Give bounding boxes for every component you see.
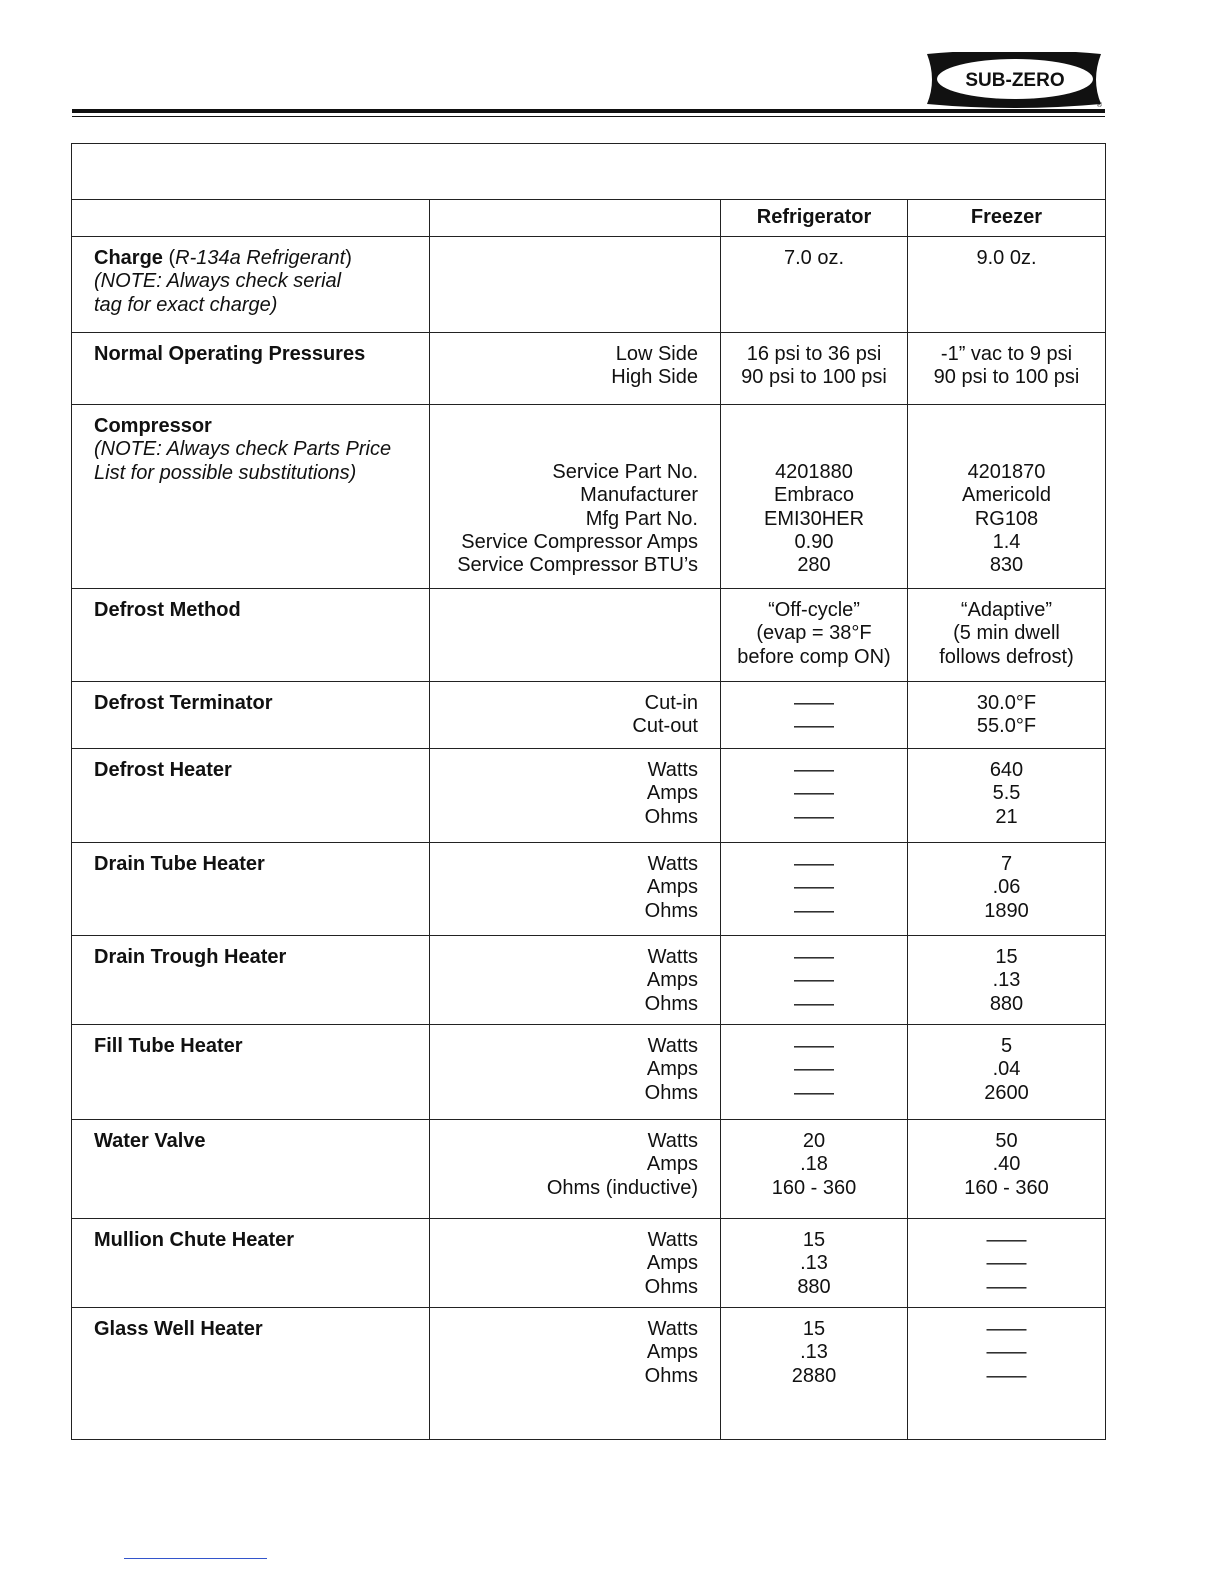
- charge-label: Charge: [94, 247, 163, 269]
- defrost-method-label-cell: [72, 589, 430, 682]
- water-valve-refrigerator: 20 .18 160 - 360: [721, 1120, 908, 1219]
- table-header-row: [72, 200, 1106, 237]
- header-refrigerator: Refrigerator: [721, 200, 908, 237]
- table-title-cell: [72, 144, 1106, 200]
- mullion-chute-heater-params: Watts Amps Ohms: [430, 1219, 721, 1308]
- drain-trough-heater-freezer: 15 .13 880: [908, 936, 1106, 1025]
- row-pressures: [72, 333, 1106, 405]
- defrost-terminator-freezer: 30.0°F 55.0°F: [908, 682, 1106, 749]
- logo-text: SUB-ZERO: [965, 70, 1065, 91]
- glass-well-heater-label-cell: [72, 1308, 430, 1440]
- row-defrost-method: [72, 589, 1106, 682]
- pressures-freezer: -1” vac to 9 psi 90 psi to 100 psi: [908, 333, 1106, 405]
- glass-well-heater-freezer: —— —— ——: [908, 1308, 1106, 1440]
- water-valve-freezer: 50 .40 160 - 360: [908, 1120, 1106, 1219]
- header-freezer: Freezer: [908, 200, 1106, 237]
- pressures-label: Normal Operating Pressures: [94, 343, 366, 365]
- compressor-label: Compressor: [94, 415, 212, 437]
- compressor-params: Service Part No. Manufacturer Mfg Part No. Service Compressor Amps Service Compressor BTU’s: [430, 405, 721, 589]
- drain-tube-heater-freezer: 7 .06 1890: [908, 843, 1106, 936]
- drain-trough-heater-label: Drain Trough Heater: [94, 946, 287, 968]
- water-valve-params: Watts Amps Ohms (inductive): [430, 1120, 721, 1219]
- pressures-params: Low Side High Side: [430, 333, 721, 405]
- defrost-heater-freezer: 640 5.5 21: [908, 749, 1106, 843]
- defrost-method-refrigerator: “Off-cycle” (evap = 38°F before comp ON): [721, 589, 908, 682]
- glass-well-heater-label: Glass Well Heater: [94, 1318, 263, 1340]
- defrost-terminator-refrigerator: —— ——: [721, 682, 908, 749]
- header-blank-1: [72, 200, 430, 237]
- row-defrost-heater: [72, 749, 1106, 843]
- pressures-refrigerator: 16 psi to 36 psi 90 psi to 100 psi: [721, 333, 908, 405]
- paren-close: ): [345, 247, 352, 269]
- defrost-method-freezer: “Adaptive” (5 min dwell follows defrost): [908, 589, 1106, 682]
- glass-well-heater-params: Watts Amps Ohms: [430, 1308, 721, 1440]
- drain-tube-heater-label: Drain Tube Heater: [94, 853, 265, 875]
- header-rule-thick: [72, 109, 1105, 113]
- row-drain-trough-heater: [72, 936, 1106, 1025]
- mullion-chute-heater-freezer: —— —— ——: [908, 1219, 1106, 1308]
- specifications-table: [71, 143, 1106, 1440]
- header-rule-thin: [72, 116, 1105, 117]
- water-valve-label-cell: [72, 1120, 430, 1219]
- row-drain-tube-heater: [72, 843, 1106, 936]
- drain-trough-heater-params: Watts Amps Ohms: [430, 936, 721, 1025]
- glass-well-heater-refrigerator: 15 .13 2880: [721, 1308, 908, 1440]
- mullion-chute-heater-label-cell: [72, 1219, 430, 1308]
- fill-tube-heater-freezer: 5 .04 2600: [908, 1025, 1106, 1120]
- compressor-note-1: (NOTE: Always check Parts Price: [94, 438, 392, 461]
- charge-note-2: tag for exact charge): [94, 293, 278, 316]
- drain-tube-heater-refrigerator: —— —— ——: [721, 843, 908, 936]
- compressor-note-2: List for possible substitutions): [94, 461, 357, 484]
- compressor-freezer: 4201870 Americold RG108 1.4 830: [908, 405, 1106, 589]
- defrost-method-params: [430, 589, 721, 682]
- row-water-valve: [72, 1120, 1106, 1219]
- sub-zero-logo: [925, 52, 1105, 108]
- drain-trough-heater-refrigerator: —— —— ——: [721, 936, 908, 1025]
- defrost-heater-refrigerator: —— —— ——: [721, 749, 908, 843]
- defrost-method-label: Defrost Method: [94, 599, 241, 621]
- charge-params: [430, 237, 721, 333]
- defrost-heater-label: Defrost Heater: [94, 759, 232, 781]
- charge-note-1: (NOTE: Always check serial: [94, 270, 342, 293]
- mullion-chute-heater-refrigerator: 15 .13 880: [721, 1219, 908, 1308]
- compressor-refrigerator: 4201880 Embraco EMI30HER 0.90 280: [721, 405, 908, 589]
- charge-refrigerator: 7.0 oz.: [721, 237, 908, 333]
- defrost-terminator-label-cell: [72, 682, 430, 749]
- row-defrost-terminator: [72, 682, 1106, 749]
- row-compressor: [72, 405, 1106, 589]
- defrost-terminator-params: Cut-in Cut-out: [430, 682, 721, 749]
- row-fill-tube-heater: [72, 1025, 1106, 1120]
- mullion-chute-heater-label: Mullion Chute Heater: [94, 1229, 295, 1251]
- refrigerant-type: R-134a Refrigerant: [175, 247, 346, 269]
- fill-tube-heater-label: Fill Tube Heater: [94, 1035, 243, 1057]
- paren-open: (: [168, 247, 176, 269]
- pressures-label-cell: [72, 333, 430, 405]
- charge-freezer: 9.0 0z.: [908, 237, 1106, 333]
- header-blank-2: [430, 200, 721, 237]
- row-charge: [72, 237, 1106, 333]
- drain-tube-heater-label-cell: [72, 843, 430, 936]
- fill-tube-heater-params: Watts Amps Ohms: [430, 1025, 721, 1120]
- table-title-row: [72, 144, 1106, 200]
- footer-link-underline[interactable]: [124, 1558, 267, 1559]
- defrost-heater-label-cell: [72, 749, 430, 843]
- defrost-heater-params: Watts Amps Ohms: [430, 749, 721, 843]
- drain-tube-heater-params: Watts Amps Ohms: [430, 843, 721, 936]
- registered-mark: ®: [1096, 102, 1102, 108]
- fill-tube-heater-label-cell: [72, 1025, 430, 1120]
- compressor-label-cell: [72, 405, 430, 589]
- row-mullion-chute-heater: [72, 1219, 1106, 1308]
- water-valve-label: Water Valve: [94, 1130, 206, 1152]
- drain-trough-heater-label-cell: [72, 936, 430, 1025]
- charge-label-cell: [72, 237, 430, 333]
- defrost-terminator-label: Defrost Terminator: [94, 692, 273, 714]
- row-glass-well-heater: [72, 1308, 1106, 1440]
- fill-tube-heater-refrigerator: —— —— ——: [721, 1025, 908, 1120]
